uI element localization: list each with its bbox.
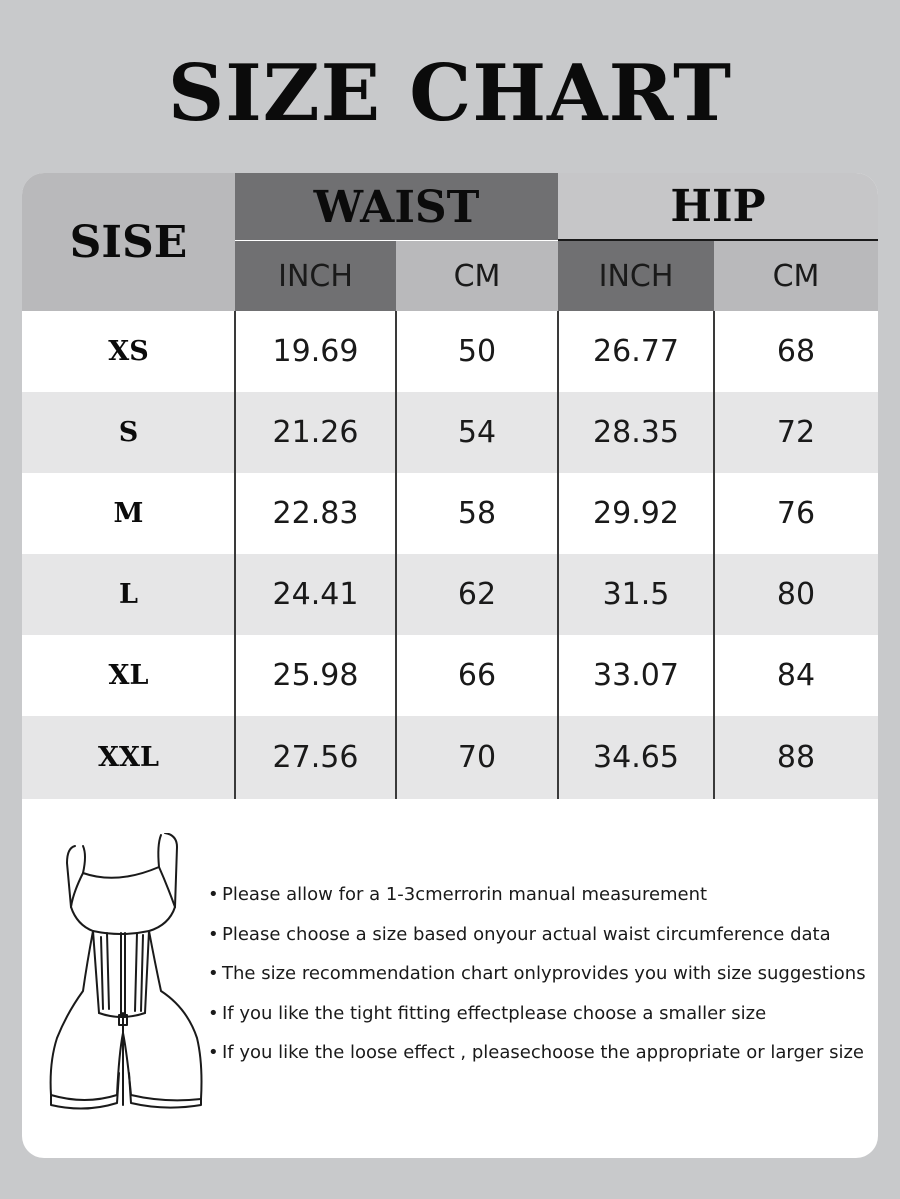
hip-cm-cell: 84 bbox=[776, 658, 816, 693]
waist-cm-cell: 54 bbox=[457, 415, 497, 450]
size-cell: L bbox=[119, 579, 138, 610]
waist-cm-cell: 62 bbox=[457, 577, 497, 612]
note-item bbox=[208, 881, 866, 921]
bullet: • bbox=[208, 963, 219, 984]
column-divider bbox=[557, 311, 559, 799]
size-cell: S bbox=[118, 417, 139, 448]
waist-inch-cell: 27.56 bbox=[272, 740, 359, 775]
size-cell: XL bbox=[108, 660, 149, 691]
note-item bbox=[208, 960, 866, 1000]
size-column-header: SISE bbox=[22, 173, 235, 311]
column-divider bbox=[713, 311, 715, 799]
table-row bbox=[22, 554, 878, 635]
waist-inch-cell: 24.41 bbox=[272, 577, 359, 612]
waist-inch-cell: 25.98 bbox=[272, 658, 359, 693]
waist-cm-cell: 50 bbox=[457, 334, 497, 369]
hip-inch-cell: 28.35 bbox=[593, 415, 679, 450]
hip-inch-cell: 31.5 bbox=[602, 577, 670, 612]
column-divider bbox=[395, 311, 397, 799]
hip-inch-cell: 26.77 bbox=[593, 334, 679, 369]
bodysuit-shapewear-icon bbox=[37, 833, 207, 1113]
bullet: • bbox=[208, 1042, 219, 1063]
size-chart-card bbox=[22, 173, 878, 1158]
hip-inch-cell: 29.92 bbox=[593, 496, 679, 531]
hip-cm-cell: 72 bbox=[776, 415, 816, 450]
size-cell: M bbox=[113, 498, 144, 529]
note-text: The size recommendation chart onlyprovides you with size suggestions bbox=[222, 963, 866, 984]
waist-cm-header: CM bbox=[396, 241, 558, 311]
table-row bbox=[22, 473, 878, 554]
bullet: • bbox=[208, 884, 219, 905]
page-title: SIZE CHART bbox=[167, 48, 733, 139]
column-divider bbox=[234, 311, 236, 799]
size-cell: XS bbox=[108, 336, 149, 367]
table-row bbox=[22, 716, 878, 799]
note-item bbox=[208, 1000, 866, 1040]
hip-inch-cell: 34.65 bbox=[593, 740, 679, 775]
note-item bbox=[208, 921, 866, 961]
bullet: • bbox=[208, 923, 219, 945]
table-row bbox=[22, 392, 878, 473]
size-cell: XXL bbox=[98, 742, 159, 773]
waist-inch-cell: 22.83 bbox=[272, 496, 359, 531]
waist-inch-cell: 21.26 bbox=[272, 415, 359, 450]
hip-cm-cell: 76 bbox=[776, 496, 816, 531]
waist-cm-cell: 70 bbox=[457, 740, 497, 775]
note-text: If you like the loose effect , pleasechoose the appropriate or larger size bbox=[222, 1042, 865, 1063]
hip-cm-header: CM bbox=[714, 241, 878, 311]
waist-cm-cell: 66 bbox=[457, 658, 497, 693]
waist-header: WAIST bbox=[235, 173, 558, 241]
note-item bbox=[208, 1039, 866, 1079]
note-text: Please choose a size based onyour actual waist circumference data bbox=[222, 923, 831, 945]
bullet: • bbox=[208, 1002, 219, 1024]
hip-cm-cell: 68 bbox=[776, 334, 816, 369]
waist-cm-cell: 58 bbox=[457, 496, 497, 531]
note-text: If you like the tight fitting effectplease choose a smaller size bbox=[222, 1002, 767, 1024]
notes-list bbox=[208, 881, 866, 1079]
waist-inch-header: INCH bbox=[235, 241, 396, 311]
hip-inch-header: INCH bbox=[558, 241, 714, 311]
hip-header: HIP bbox=[558, 173, 878, 241]
note-text: Please allow for a 1-3cmerrorin manual measurement bbox=[222, 884, 708, 905]
hip-cm-cell: 88 bbox=[776, 740, 816, 775]
hip-inch-cell: 33.07 bbox=[593, 658, 679, 693]
hip-cm-cell: 80 bbox=[776, 577, 816, 612]
waist-inch-cell: 19.69 bbox=[272, 334, 359, 369]
table-row bbox=[22, 311, 878, 392]
table-row bbox=[22, 635, 878, 716]
